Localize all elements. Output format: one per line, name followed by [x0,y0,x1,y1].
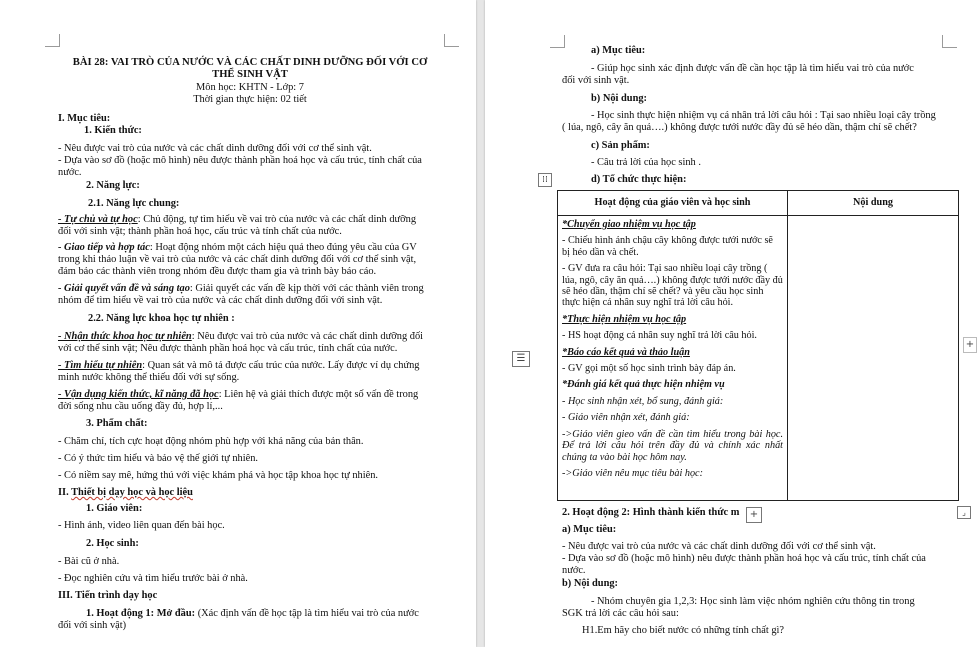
document-page-left [0,0,476,647]
text-line: với cơ thể sinh vật; Nêu được thành phần hoá học và cấu trúc, tính chất của nước. [58,343,398,354]
cell-paragraph: - Giáo viên nhận xét, đánh giá: [562,412,690,424]
section-heading [58,487,193,499]
objective-label: a) Mục tiêu: [591,45,646,56]
text-span: : Giải quyết các vấn đề kịp thời với các thành viên trong [189,283,424,294]
layout-options-icon[interactable]: ☰ [512,351,530,367]
organize-label: d) Tổ chức thực hiện: [591,174,687,185]
text-line: đảm bảo các thành viên trong nhóm đều được tham gia và trình bày báo cáo. [58,266,377,277]
subsection-heading: 2. Năng lực: [86,180,140,191]
cell-paragraph: - GV đưa ra câu hỏi: Tại sao nhiều loại cây trồng ( lúa, ngô, cây ăn quả….) không được tưới nước đầy đủ sẽ héo dần, thậm chí sẽ chết? và yêu cầu học sinh thực hiện cá nhân suy nghĩ trả lời câu hỏi. [562,263,783,309]
content-label: b) Nội dung: [562,578,619,589]
text-line: nước. [562,565,586,576]
text-line [58,389,418,401]
text-line [86,608,419,620]
activity-heading: 2. Hoạt động 2: Hình thành kiến thức m [562,507,740,518]
text-line: - Học sinh thực hiện nhiệm vụ cá nhân trả lời câu hỏi : Tại sao nhiều loại cây trồng [591,110,936,121]
table-cell[interactable] [558,216,788,501]
table-header: Hoạt động của giáo viên và học sinh [558,191,788,216]
content-label: b) Nội dung: [591,93,648,104]
emphasis-label: - Giao tiếp và hợp tác [58,242,150,253]
move-handle-icon[interactable]: ⁞⁞ [538,173,552,187]
subsection-heading: 2.1. Năng lực chung: [88,198,180,209]
plus-icon[interactable]: + [746,507,762,523]
text-span: (Xác định vấn đề học tập là tìm hiểu vai trò của nước [195,608,419,619]
text-line: đời sống nhu cầu uống đầy đủ, hợp lí,... [58,401,223,412]
activity-table [557,190,959,501]
text-span: : Chủ động, tự tìm hiểu về vai trò của nước và các chất dinh dưỡng [137,214,417,225]
text-span: : Liên hệ và giải thích được một số vấn đề trong [218,389,419,400]
emphasis-label: - Tìm hiểu tự nhiên [58,360,143,371]
text-span: 1. Hoạt động 1: Mở đầu: [86,608,196,619]
cell-paragraph: ->Giáo viên nêu mục tiêu bài học: [562,467,703,479]
plus-icon[interactable]: + [963,337,977,353]
duration-line: Thời gian thực hiện: 02 tiết [193,94,307,105]
text-line: minh nước không thể thiếu đối với sự sống. [58,372,240,383]
section-heading: III. Tiến trình dạy học [58,590,158,601]
text-line: SGK trả lời các câu hỏi sau: [562,608,679,619]
product-label: c) Sản phẩm: [591,140,650,151]
text-line: - Nêu được vai trò của nước và các chất dinh dưỡng đối với cơ thể sinh vật. [562,541,876,552]
text-span: : Hoạt động nhóm một cách hiệu quả theo đúng yêu cầu của GV [149,242,417,253]
cell-paragraph: - Chiếu hình ảnh chậu cây không được tưới nước sẽ bị héo dần và chết. [562,235,773,258]
text-line: - Giúp học sinh xác định được vấn đề cần học tập là tìm hiểu vai trò của nước [591,63,914,74]
resize-handle-icon[interactable]: ⌟ [957,506,971,519]
emphasis-label: - Nhận thức khoa học tự nhiên [58,331,192,342]
text-span: II. [58,487,72,498]
table-header: Nội dung [788,191,959,216]
subject-line: Môn học: KHTN - Lớp: 7 [196,82,304,93]
subsection-heading: 2.2. Năng lực khoa học tự nhiên : [88,313,235,324]
text-line: nước. [58,167,82,178]
text-line: - Bài cũ ở nhà. [58,556,120,567]
margin-mark [942,35,957,48]
text-span: : Quan sát và mô tả được cấu trúc của nước. Lấy được ví dụ chứng [142,360,420,371]
table-cell[interactable] [788,216,959,501]
objective-label: a) Mục tiêu: [562,524,617,535]
step-heading: *Chuyển giao nhiệm vụ học tập [562,219,696,230]
text-line [58,331,423,343]
subsection-heading: 3. Phẩm chất: [86,418,148,429]
margin-mark [444,34,459,47]
subsection-heading: 2. Học sinh: [86,538,139,549]
text-line: H1.Em hãy cho biết nước có những tính chất gì? [582,625,785,636]
step-heading: *Báo cáo kết quả và thảo luận [562,346,690,358]
text-line: - Có ý thức tìm hiểu và bảo vệ thế giới tự nhiên. [58,453,258,464]
margin-mark [550,35,565,48]
cell-paragraph: - Học sinh nhận xét, bổ sung, đánh giá: [562,395,724,407]
section-heading: I. Mục tiêu: [58,113,111,124]
text-line: đối với sinh vật) [58,620,127,631]
text-line: - Nêu được vai trò của nước và các chất dinh dưỡng đối với cơ thể sinh vật. [58,143,372,154]
subsection-heading: 1. Giáo viên: [86,503,143,514]
text-line [58,283,424,295]
step-heading: *Thực hiện nhiệm vụ học tập [562,313,687,325]
text-line: nhóm để tìm hiểu về vai trò của nước và các chất dinh dưỡng đối với sinh vật. [58,295,383,306]
text-line: - Đọc nghiên cứu và tìm hiểu trước bài ở nhà. [58,573,248,584]
text-span: Thiết bị dạy học và học liệu [71,487,193,498]
lesson-title-line2: THỂ SINH VẬT [212,69,288,80]
text-line: trong khi thảo luận về vai trò của nước và các chất dinh dưỡng đối với cơ thể sinh vật, [58,254,417,265]
subsection-heading: 1. Kiến thức: [84,125,142,136]
text-line: - Nhóm chuyên gia 1,2,3: Học sinh làm việc nhóm nghiên cứu thông tin trong [591,596,915,607]
text-line: - Hình ảnh, video liên quan đến bài học. [58,520,225,531]
margin-mark [45,34,60,47]
lesson-title: BÀI 28: VAI TRÒ CỦA NƯỚC VÀ CÁC CHẤT DINH DƯỠNG ĐỐI VỚI CƠ [72,57,428,68]
emphasis-label: - Giải quyết vấn đề và sáng tạo [58,283,190,294]
text-line [58,214,416,226]
emphasis-label: - Tự chủ và tự học [58,214,138,225]
text-line [58,242,417,254]
text-line [58,360,420,372]
cell-paragraph: - GV gọi một số học sinh trình bày đáp án. [562,363,736,375]
emphasis-label: - Vận dụng kiến thức, kĩ năng đã học [58,389,219,400]
text-span: : Nêu được vai trò của nước và các chất dinh dưỡng đối [191,331,424,342]
cell-paragraph: ->Giáo viên gieo vấn đề cần tìm hiểu trong bài học. Để trả lời câu hỏi trên đầy đủ và chính xác nhất chúng ta vào bài học hôm nay. [562,428,783,463]
text-line: ( lúa, ngô, cây ăn quả….) không được tưới nước đầy đủ sẽ héo dần, thậm chí sẽ chết? [562,122,917,133]
text-line: - Chăm chỉ, tích cực hoạt động nhóm phù hợp với khả năng của bản thân. [58,436,364,447]
text-line: - Câu trả lời của học sinh . [591,157,701,168]
text-line: - Dựa vào sơ đồ (hoặc mô hình) nêu được thành phần hoá học và cấu trúc, tính chất của [58,155,422,166]
text-line: - Dựa vào sơ đồ (hoặc mô hình) nêu được thành phần hoá học và cấu trúc, tính chất của [562,553,926,564]
cell-paragraph: - HS hoạt động cá nhân suy nghĩ trả lời câu hỏi. [562,330,757,342]
text-line: - Có niềm say mê, hứng thú với việc khám phá và học tập khoa học tự nhiên. [58,470,379,481]
text-line: đối với sinh vật; thành phần hoá học, cấu trúc và tính chất của nước. [58,226,342,237]
text-line: đối với sinh vật. [562,75,630,86]
step-heading: *Đánh giá kết quả thực hiện nhiệm vụ [562,379,725,391]
